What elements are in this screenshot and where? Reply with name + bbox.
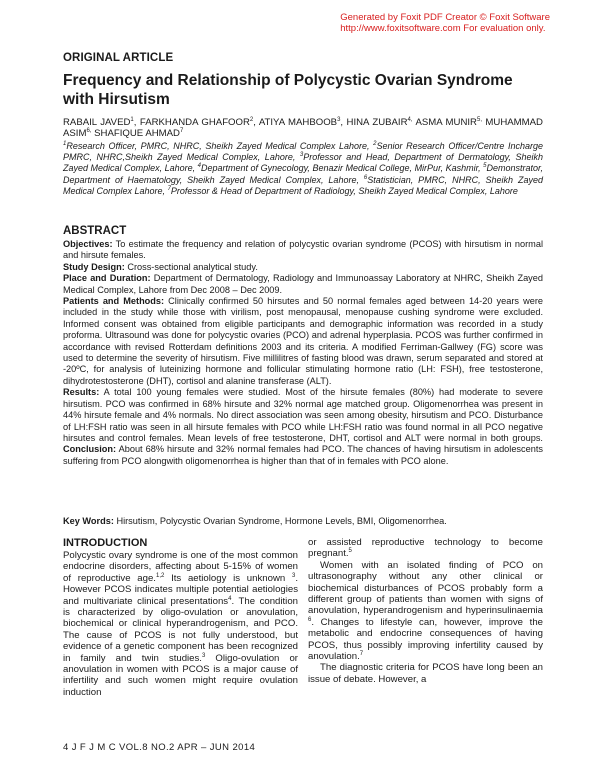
citation: 1,2 [155,572,165,579]
author-affil-mark: 3 [337,116,341,123]
foxit-watermark-line1[interactable]: Generated by Foxit PDF Creator © Foxit Software [340,12,550,23]
citation: 5 [348,548,352,555]
article-title: Frequency and Relationship of Polycystic Ovarian Syndrome with Hirsutism [63,72,513,108]
keywords [63,516,543,527]
abstract-methods [63,296,543,387]
author-list [63,117,543,139]
intro-text: or assisted reproductive technology to become pregnant. [308,537,543,560]
intro-text: Its aetiology is unknown [164,572,292,584]
intro-paragraph [308,560,543,663]
intro-text: Oligo-ovulation or anovulation in women with PCOS is a major cause of infertility and such women might require ovulation induction [63,652,298,698]
abstract-body [63,239,543,467]
intro-text: . The condition is characterized by oligo-ovulation or anovulation, biochemical or clinical hyperandrogenism, and PCO. The cause of PCOS is not fully understood, but evidence of a genetic component has been recognized in family and twin studies. [63,595,298,664]
abstract-objectives [63,239,543,262]
author-name: ASMA MUNIR [412,117,477,128]
section-label: Results: [63,387,100,398]
affil-text: Demonstrator, Department of Haematology, Sheikh Zayed Medical Complex, Lahore, [63,163,543,185]
section-text: Clinically confirmed 50 hirsutes and 50 normal females aged between 14-20 years were included in the study while those with virilism, post menopausal, menopause cushing syndrome were excluded. Informed consent was obtained from eligible participants and demographic information was recorded in a study proforma. Ultrasound was done for polycystic ovaries (PCO) and adrenal hyperplasia. PCOS was further confirmed in accordance with revised Rotterdam definitions 2003 and its criteria. A modified Ferriman-Gallwey (FG) score was used to determine the severity of hirsutism. Five millilitres of fasting blood was drawn, serum separated and stored at -20ºC, for analysis of luteinizing hormone and follicular stimulating hormone ratio (LH: FSH), free testosterone, dihydrotestosterone (DHT), cortisol and alanine transferase (ALT). [63,296,543,386]
author-name: SHAFIQUE AHMAD [91,128,180,140]
intro-paragraph [308,537,543,560]
intro-text: Polycystic ovary syndrome is one of the most common endocrine disorders, affecting about 5-15% of women of reproductive age. [63,550,298,584]
intro-text: . Changes to lifestyle can, however, improve the metabolic and endocrine consequences of having PCOS, thus possibly improving infertility caused by anovulation. [308,616,543,663]
foxit-watermark[interactable] [340,12,550,34]
introduction-heading: INTRODUCTION [63,537,148,549]
citation: 4 [228,595,232,602]
section-text: Cross-sectional analytical study. [124,261,258,272]
author-affil-mark: 6, [86,128,92,135]
affil-text: Statistician, PMRC, NHRC, Sheikh Zayed Medical Complex Lahore, [63,174,543,196]
author-affil-mark: 7 [179,128,184,135]
intro-text: . However PCOS indicates multiple potential aetiologies and multivariate clinical presentations [63,572,298,607]
affil-text: Professor and Head, Department of Dermatology, Sheikh Zayed Medical Complex, Lahore, [63,152,543,174]
author-name: MUHAMMAD ASIM [63,117,543,140]
affil-mark: 7 [167,185,171,192]
section-text: Department of Dermatology, Radiology and Immunoassay Laboratory at NHRC, Sheikh Zayed Medical Complex, Lahore from Dec 2008 – Dec 2009. [63,273,543,295]
author-affil-mark: 1 [130,116,134,123]
intro-paragraph [308,662,543,685]
keywords-text: Hirsutism, Polycystic Ovarian Syndrome, Hormone Levels, BMI, Oligomenorrhea. [113,516,447,526]
citation: 7 [359,650,364,657]
foxit-watermark-link[interactable]: http://www.foxitsoftware.com For evaluation only. [340,23,546,34]
article-type-label: ORIGINAL ARTICLE [63,52,174,64]
affil-text: Senior Research Officer/Centre Incharge PMRC, NHRC,Sheikh Zayed Medical Complex, Lahore, [63,141,543,163]
abstract-heading: ABSTRACT [63,225,127,237]
page-footer: 4 J F J M C VOL.8 NO.2 APR – JUN 2014 [63,742,256,753]
affil-text: Research Officer, PMRC, NHRC, Sheikh Zayed Medical Complex Lahore, [66,141,374,151]
section-label: Objectives: [63,239,113,249]
abstract-design [63,262,543,273]
section-text: About 68% hirsute and 32% normal females had PCO. The chances of having hirsutism in adolescents suffering from PCO alongwith oligomenorrhea is higher than that of in females with PCO alone. [63,444,543,466]
author-affil-mark: 5, [476,116,482,123]
intro-text: The diagnostic criteria for PCOS have long been an issue of debate. However, a [308,662,543,685]
author-name: RABAIL JAVED [63,117,131,128]
section-text: To estimate the frequency and relation of polycystic ovarian syndrome (PCOS) with hirsutism in normal and hirsute females. [63,239,543,261]
section-label: Place and Duration: [63,273,151,284]
affil-mark: 6 [363,174,368,181]
citation: 3 [291,572,296,579]
abstract-place [63,273,543,296]
citation: 6 [308,616,312,623]
section-label: Conclusion: [63,444,117,455]
citation: 3 [201,652,206,659]
affil-text: Professor & Head of Department of Radiology, Sheikh Zayed Medical Complex, Lahore [170,185,518,196]
section-label: Study Design: [63,261,125,272]
author-name: , ATIYA MAHBOOB [253,117,338,128]
section-text: A total 100 young females were studied. Most of the hirsute females (80%) had moderate to severe hirsutism. PCO was confirmed in 68% hirsute and 32% normal age matched group. Oligomenorrhea was present in 44% hirsute female and 4% normals. No direct association was seen among obesity, hirsutism and PCO. Disturbance of LH:FSH ratio was seen in all hirsute females with PCO while LH:FSH ratio was found normal in all PCO negative hirsutes and control females. Mean levels of free testosterone, DHT, cortisol and ALT were normal in both groups. [63,387,543,443]
intro-paragraph [63,550,298,698]
affil-mark: 1 [63,141,67,147]
author-affil-mark: 2 [249,116,254,123]
affil-text: Department of Gynecology, Benazir Medical College, MirPur, Kashmir, [201,163,484,174]
affil-mark: 3 [299,152,304,159]
intro-column-left [63,550,298,698]
affiliations [63,141,543,197]
affil-mark: 4 [197,163,201,170]
section-label: Patients and Methods: [63,296,165,307]
intro-text: Women with an isolated finding of PCO on ultrasonography without any other clinical or biochemical disturbances of PCOS probably form a different group of patients than women with signs of anovulation, hyperandrogenism and hyperinsulinaemia [308,559,543,617]
author-affil-mark: 4, [407,116,413,123]
author-name: , FARKHANDA GHAFOOR [133,117,250,128]
author-name: , HINA ZUBAIR [340,117,408,128]
intro-column-right [308,537,543,685]
keywords-label: Key Words: [63,516,114,526]
affil-mark: 2 [373,141,377,147]
affil-mark: 5 [483,163,487,170]
abstract-results [63,387,543,467]
